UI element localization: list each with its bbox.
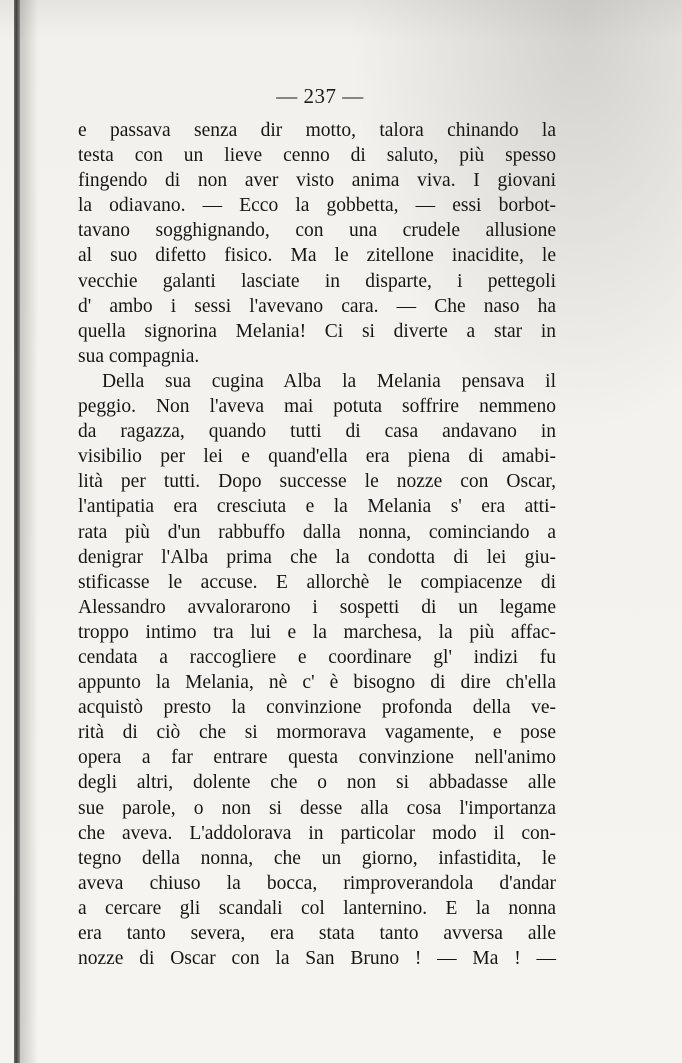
body-text — [78, 118, 556, 971]
page-number: — 237 — — [276, 84, 364, 108]
text-line: la odiavano. — Ecco la gobbetta, — essi borbot- — [78, 195, 556, 217]
text-line: d' ambo i sessi l'avevano cara. — Che naso ha — [78, 295, 556, 317]
text-line: appunto la Melania, nè c' è bisogno di dire ch'ella — [78, 672, 556, 694]
text-line: rità di ciò che si mormorava vagamente, e pose — [78, 722, 556, 744]
text-line: aveva chiuso la bocca, rimproverandola d'andar — [78, 872, 556, 894]
text-line: acquistò presto la convinzione profonda della ve- — [78, 697, 556, 719]
text-line: rata più d'un rabbuffo dalla nonna, cominciando a — [78, 521, 556, 543]
text-line: tavano sogghignando, con una crudele allusione — [78, 220, 556, 242]
spine-shadow — [20, 0, 38, 1063]
text-line: troppo intimo tra lui e la marchesa, la più affac- — [78, 621, 556, 643]
text-line: visibilio per lei e quand'ella era piena di amabi- — [78, 446, 556, 468]
text-line: sue parole, o non si desse alla cosa l'importanza — [78, 797, 556, 819]
text-line: opera a far entrare questa convinzione nell'animo — [78, 747, 556, 769]
text-line: da ragazza, quando tutti di casa andavano in — [78, 421, 556, 443]
text-line: tegno della nonna, che un giorno, infastidita, le — [78, 847, 556, 869]
text-line: e passava senza dir motto, talora chinando la — [78, 120, 556, 141]
text-line: sua compagnia. — [78, 345, 200, 367]
text-line: era tanto severa, era stata tanto avversa alle — [78, 923, 556, 944]
text-line: Alessandro avvalorarono i sospetti di un legame — [78, 596, 556, 618]
text-line: Della sua cugina Alba la Melania pensava il — [102, 370, 556, 392]
text-line: degli altri, dolente che o non si abbadasse alle — [78, 772, 556, 794]
text-line: lità per tutti. Dopo successe le nozze con Oscar, — [78, 471, 556, 493]
text-line: l'antipatia era cresciuta e la Melania s' era atti- — [78, 496, 556, 518]
text-line: testa con un lieve cenno di saluto, più spesso — [78, 145, 556, 167]
text-line: a cercare gli scandali col lanternino. E la nonna — [78, 897, 556, 919]
text-line: peggio. Non l'aveva mai potuta soffrire nemmeno — [78, 396, 556, 418]
text-line: nozze di Oscar con la San Bruno ! — Ma ! — — [78, 948, 556, 970]
text-line: cendata a raccogliere e coordinare gl' indizi fu — [78, 646, 556, 668]
text-line: denigrar l'Alba prima che la condotta di lei giu- — [78, 546, 556, 568]
text-line: stificasse le accuse. E allorchè le compiacenze di — [78, 571, 556, 593]
text-line: al suo difetto fisico. Ma le zitellone inacidite, le — [78, 245, 556, 267]
text-line: fingendo di non aver visto anima viva. I giovani — [78, 170, 556, 192]
text-line: quella signorina Melania! Ci si diverte a star in — [78, 320, 556, 342]
text-line: vecchie galanti lasciate in disparte, i pettegoli — [78, 270, 556, 292]
text-line: che aveva. L'addolorava in particolar modo il con- — [78, 822, 556, 844]
